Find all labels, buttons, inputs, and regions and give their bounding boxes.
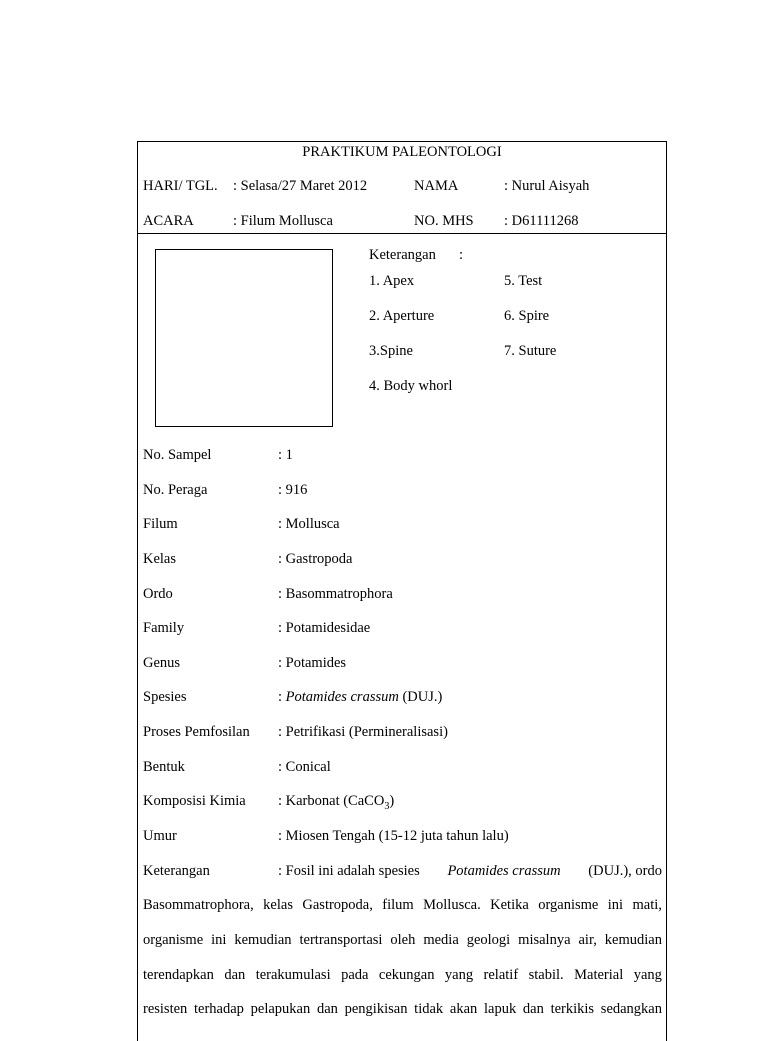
page-title: PRAKTIKUM PALEONTOLOGI	[302, 144, 502, 160]
legend-item: 6. Spire	[504, 308, 550, 324]
legend-item: 4. Body whorl	[369, 378, 453, 394]
paragraph-line: resisten terhadap pelapukan dan pengikisan tidak akan lapuk dan terkikis sedangkan	[143, 1001, 662, 1018]
legend-colon: :	[459, 247, 464, 263]
worksheet-frame	[137, 141, 667, 1041]
nomhs-value: : D61111268	[504, 213, 579, 229]
field-value: : Potamidesidae	[278, 620, 371, 636]
field-value: : Miosen Tengah (15-12 juta tahun lalu)	[278, 828, 509, 844]
field-label: Proses Pemfosilan	[143, 724, 250, 740]
field-label: No. Peraga	[143, 482, 208, 498]
paragraph-line: Basommatrophora, kelas Gastropoda, filum Mollusca. Ketika organisme ini mati,	[143, 897, 662, 913]
specimen-image-placeholder	[155, 249, 333, 427]
field-value: : Petrifikasi (Permineralisasi)	[278, 724, 448, 740]
composition-value: : Karbonat (CaCO$_3$)	[278, 793, 395, 812]
field-value: : Gastropoda	[278, 551, 353, 567]
field-label: Spesies	[143, 689, 187, 705]
field-label: Kelas	[143, 551, 177, 567]
legend-item: 2. Aperture	[369, 308, 435, 324]
legend-item: 5. Test	[504, 273, 543, 289]
hari-value: : Selasa/27 Maret 2012	[233, 178, 368, 194]
nomhs-label: NO. MHS	[414, 213, 474, 229]
field-value: : 916	[278, 482, 308, 498]
paragraph-line: terendapkan dan terakumulasi pada cekungan yang relatif stabil. Material yang	[143, 966, 662, 983]
legend-item: 7. Suture	[504, 343, 557, 359]
hari-label: HARI/ TGL.	[143, 178, 218, 194]
legend-item: 1. Apex	[369, 273, 415, 289]
keterangan-first-line: : Fosil ini adalah spesies Potamides crassum (DUJ.), ordo	[278, 863, 662, 879]
field-label: No. Sampel	[143, 447, 212, 463]
paragraph-line: organisme ini kemudian tertransportasi oleh media geologi misalnya air, kemudian	[143, 931, 662, 948]
field-label: Family	[143, 620, 185, 636]
field-value: : Mollusca	[278, 516, 340, 532]
field-label: Ordo	[143, 586, 173, 602]
field-value: : 1	[278, 447, 293, 463]
field-label: Umur	[143, 828, 177, 844]
legend-item: 3.Spine	[369, 343, 413, 359]
field-value: : Potamides	[278, 655, 347, 671]
species-value: : Potamides crassum (DUJ.)	[278, 689, 443, 705]
field-label: Filum	[143, 516, 178, 532]
acara-label: ACARA	[143, 213, 194, 229]
field-value: : Basommatrophora	[278, 586, 393, 602]
field-label: Bentuk	[143, 759, 185, 775]
nama-label: NAMA	[414, 178, 459, 194]
field-value: : Conical	[278, 759, 331, 775]
field-label: Komposisi Kimia	[143, 793, 246, 809]
keterangan-paragraph	[143, 896, 662, 1035]
legend-label: Keterangan	[369, 247, 436, 263]
header-divider	[138, 233, 666, 234]
field-label: Genus	[143, 655, 181, 671]
nama-value: : Nurul Aisyah	[504, 178, 590, 194]
acara-value: : Filum Mollusca	[233, 213, 333, 229]
keterangan-label: Keterangan	[143, 863, 210, 879]
